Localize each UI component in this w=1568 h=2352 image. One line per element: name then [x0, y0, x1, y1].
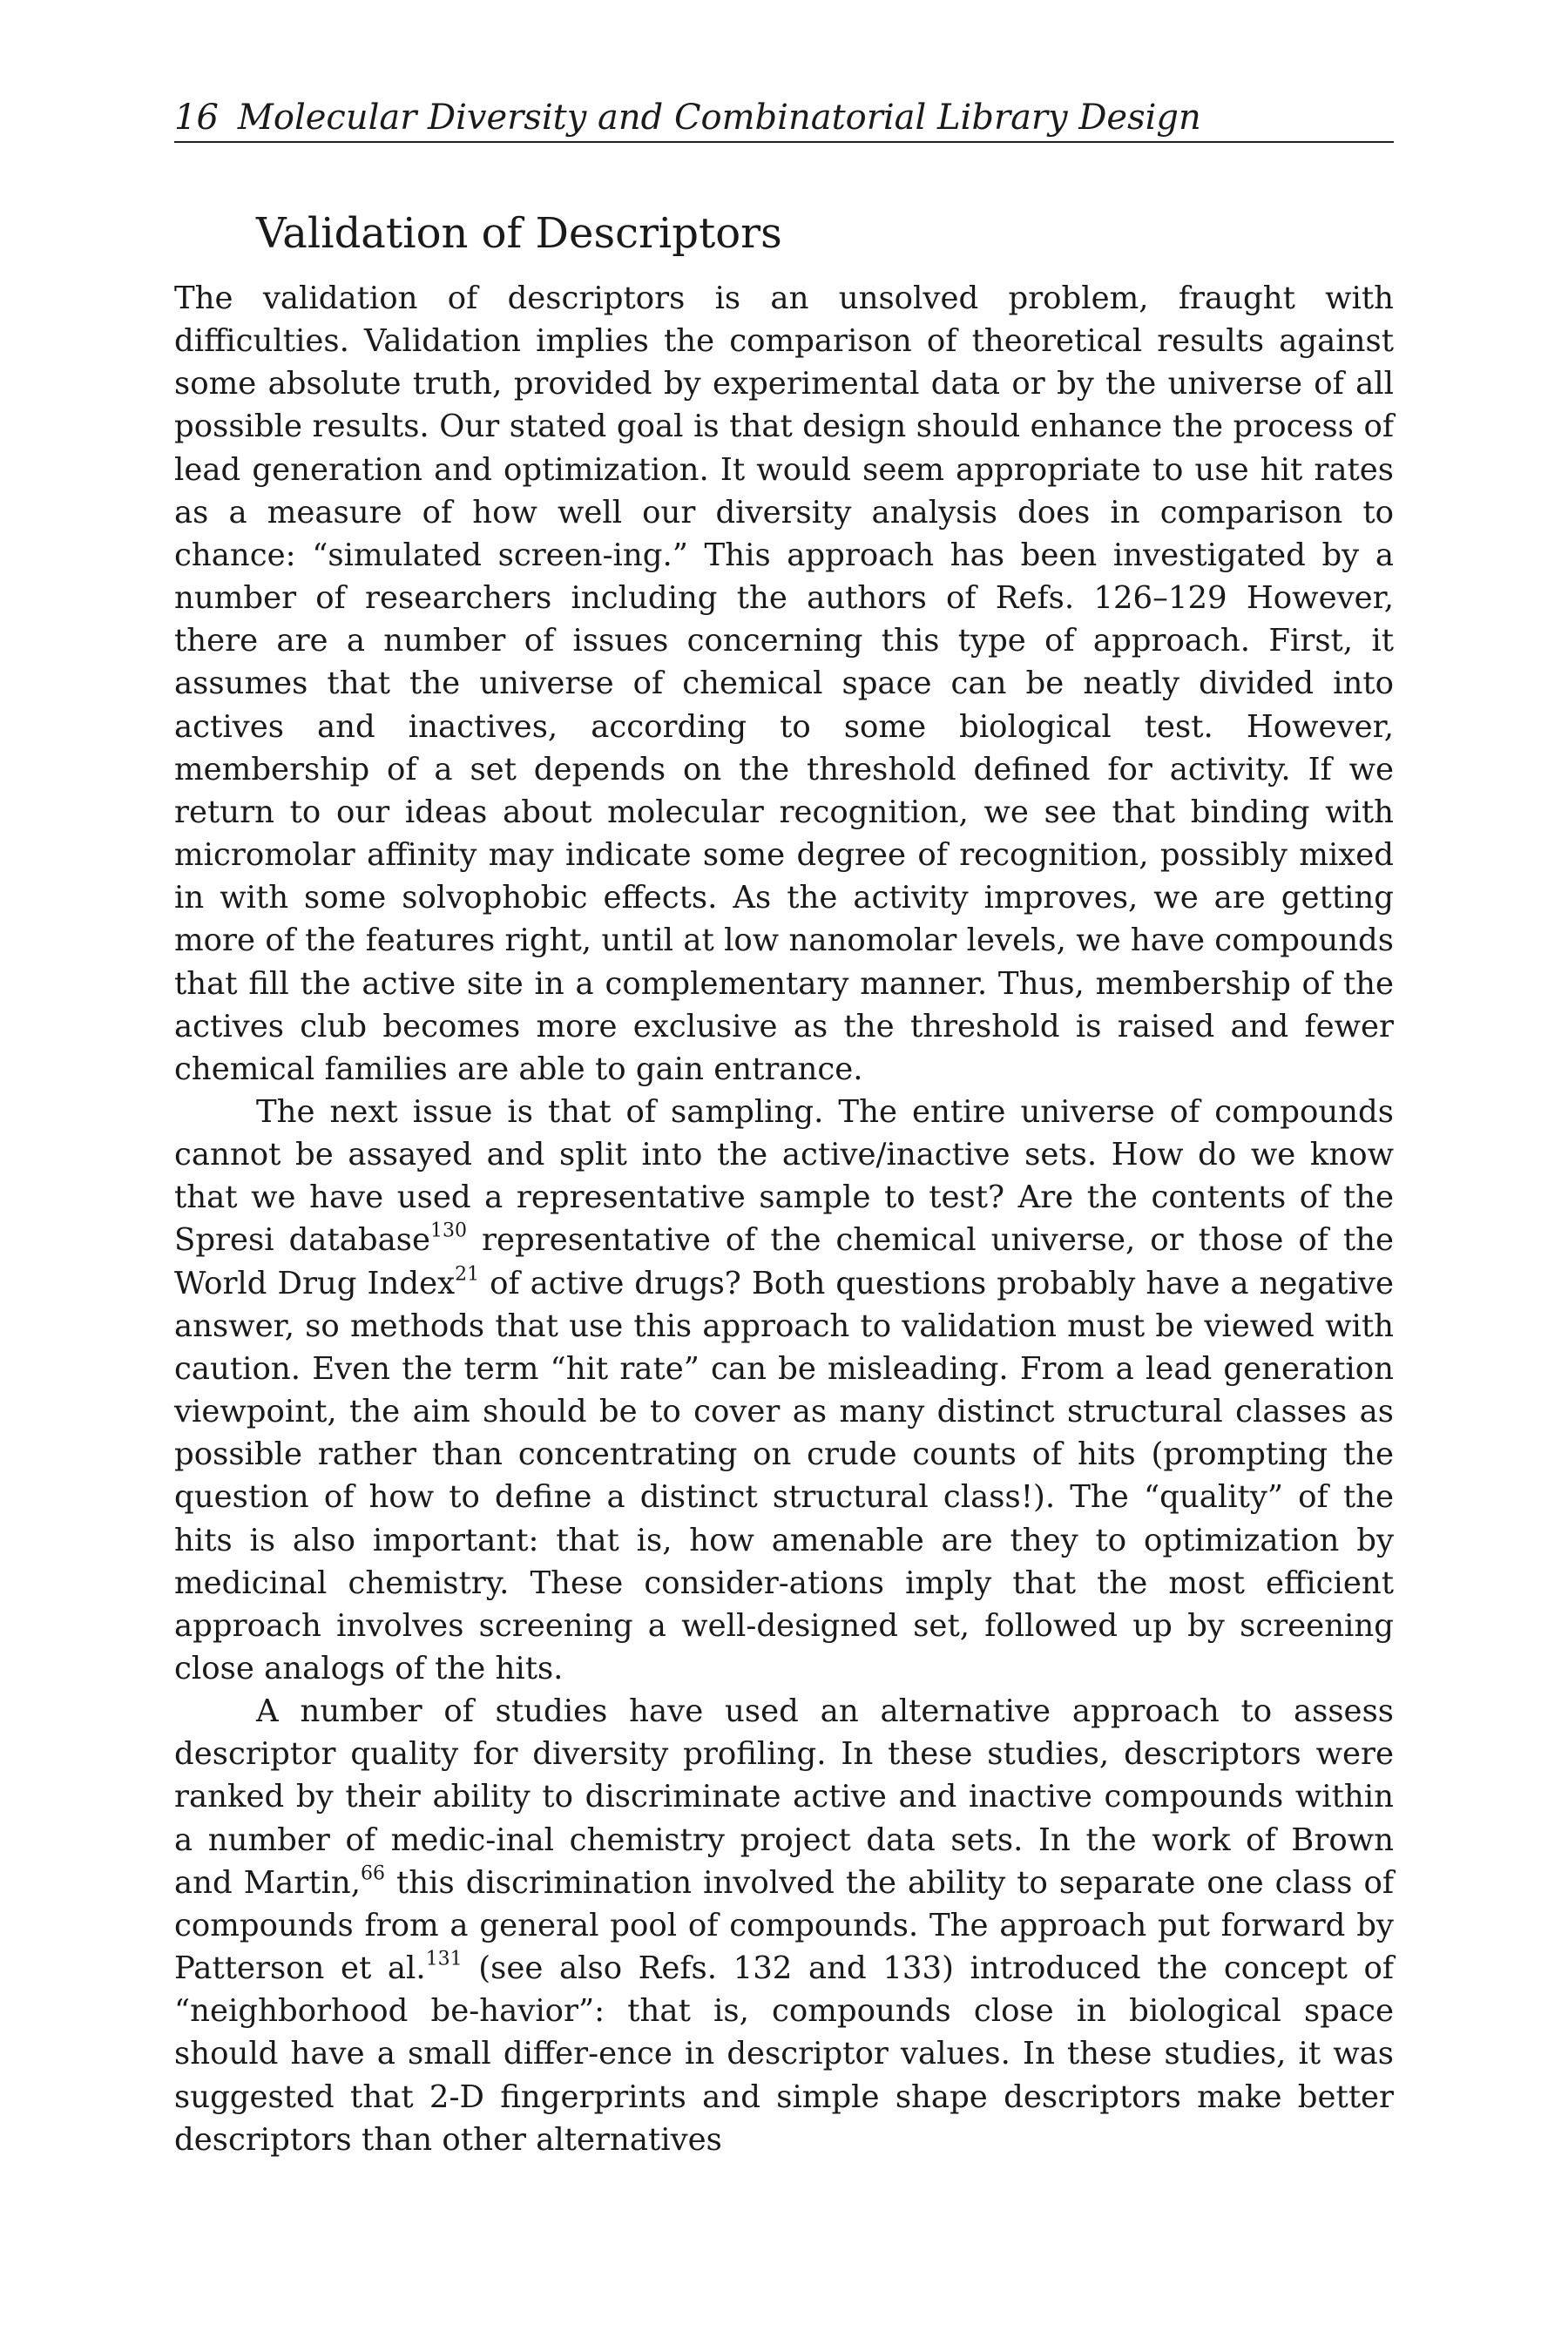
body-text: [174, 277, 1394, 2161]
paragraph-text: representative of the chemical universe, or those of the World Drug Index: [174, 1222, 1394, 1301]
citation-superscript: 21: [455, 1263, 480, 1286]
paragraph-text: The next issue is that of sampling. The entire universe of compounds cannot be assayed and split into the active/inactive sets. How do we know that we have used a representative sample to test? Are the contents of the Spresi database: [174, 1093, 1394, 1259]
paragraph-2: [174, 1091, 1394, 1690]
citation-superscript: 66: [361, 1862, 385, 1885]
paragraph-text: of active drugs? Both questions probably have a negative answer, so methods that use this approach to validation must be viewed with caution. Even the term “hit rate” can be misleading. From a lead generation viewpoint, the aim should be to cover as many distinct structural classes as possible rather than concentrating on crude counts of hits (prompting the question of how to define a distinct structural class!). The “quality” of the hits is also important: that is, how amenable are they to optimization by medicinal chemistry. These consider-ations imply that the most efficient approach involves screening a well-designed set, followed up by screening close analogs of the hits.: [174, 1265, 1394, 1686]
book-page: [174, 96, 1394, 2161]
paragraph-1: [174, 277, 1394, 1091]
paragraph-text: this discrimination involved the ability to separate one class of compounds from a general pool of compounds. The approach put forward by Patterson et al.: [174, 1864, 1394, 1987]
page-number: 16: [174, 98, 219, 138]
paragraph-text: The validation of descriptors is an unsolved problem, fraught with difficulties. Validation implies the comparison of theoretical results against some absolute truth, provided by experimental data or by the universe of all possible results. Our stated goal is that design should enhance the process of lead generation and optimization. It would seem appropriate to use hit rates as a measure of how well our diversity analysis does in comparison to chance: “simulated screen-ing.” This approach has been investigated by a number of researchers including the authors of Refs. 126–129 However, there are a number of issues concerning this type of approach. First, it assumes that the universe of chemical space can be neatly divided into actives and inactives, according to some biological test. However, membership of a set depends on the threshold defined for activity. If we return to our ideas about molecular recognition, we see that binding with micromolar affinity may indicate some degree of recognition, possibly mixed in with some solvophobic effects. As the activity improves, we are getting more of the features right, until at low nanomolar levels, we have compounds that fill the active site in a complementary manner. Thus, membership of the actives club becomes more exclusive as the threshold is raised and fewer chemical families are able to gain entrance.: [174, 280, 1394, 1087]
paragraph-text: (see also Refs. 132 and 133) introduced the concept of “neighborhood be-havior”: that is, compounds close in biological space should have a small differ-ence in descriptor values. In these studies, it was suggested that 2-D fingerprints and simple shape descriptors make better descriptors than other alternatives: [174, 1950, 1394, 2158]
paragraph-text: A number of studies have used an alternative approach to assess descriptor quality for diversity profiling. In these studies, descriptors were ranked by their ability to discriminate active and inactive compounds within a number of medic-inal chemistry project data sets. In the work of Brown and Martin,: [174, 1693, 1394, 1901]
book-title: Molecular Diversity and Combinatorial Library Design: [237, 98, 1201, 138]
citation-superscript: 131: [425, 1948, 463, 1970]
running-head: [174, 96, 1394, 143]
paragraph-3: [174, 1690, 1394, 2161]
section-title: Validation of Descriptors: [256, 209, 782, 258]
citation-superscript: 130: [430, 1220, 468, 1243]
